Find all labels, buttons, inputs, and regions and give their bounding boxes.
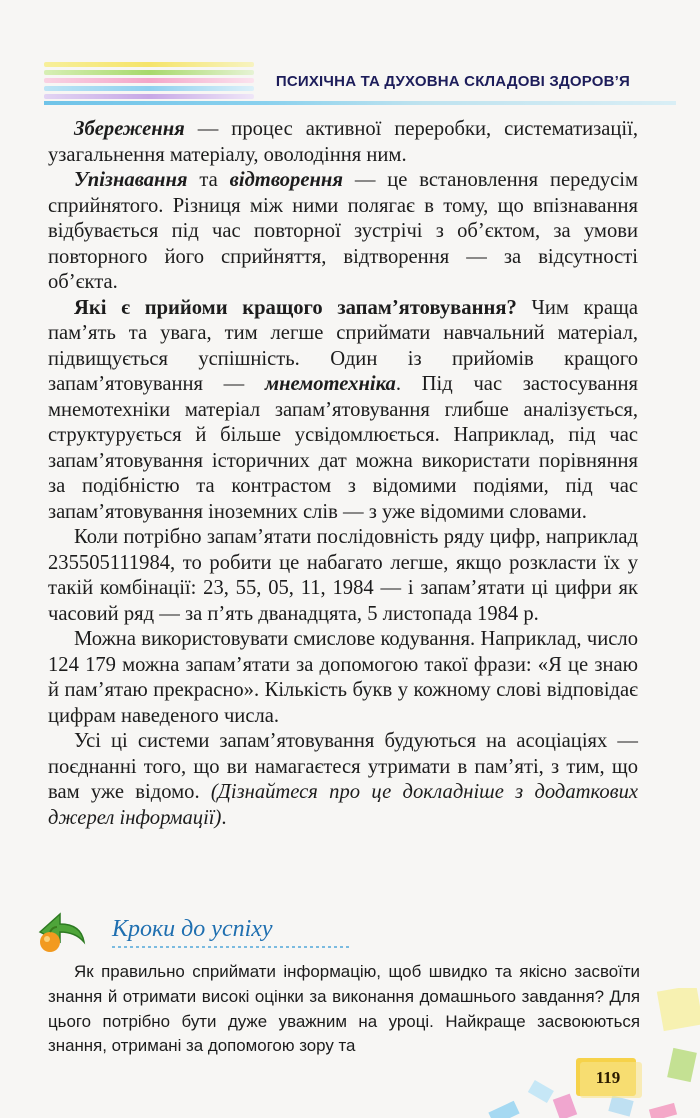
text-run: та: [187, 169, 230, 191]
text-run: Упізнавання: [74, 169, 188, 191]
steps-title: Кроки до успіху: [112, 916, 273, 942]
text-run: Чим краща пам’ять та увага, тим легше сприймати навчальний матеріал, підвищується успішність. Один із прийомів кращого запам’ятовування —: [48, 296, 638, 395]
text-run: . Під час застосування мнемотехніки матеріал запам’ятовування глибше аналізується, структурується й більше усвідомлюється. Наприклад, під час запам’ятовування історичних дат можна використати порівняння за подібністю та контрастом з відомими подіями, під час запам’ятовування іноземних слів — з уже відомими словами.: [48, 373, 639, 523]
arrow-apple-icon: [30, 906, 100, 956]
steps-paragraph: Як правильно сприймати інформацію, щоб швидко та якісно засвоїти знання й отримати високі оцінки за виконання домашнього завдання? Для цього потрібно бути дуже уважним на уроці. Найкраще засвоюються знання, отримані за допомогою зору та: [48, 962, 640, 1056]
text-run: Усі ці системи запам’ятовування будуються на асоціаціях — поєднанні того, що ви намагаєтеся утримати в пам’яті, з тим, що вам уже відомо.: [48, 730, 638, 803]
text-run: Які є прийоми кращого запам’ятовування?: [74, 296, 517, 319]
text-run: — процес активної переробки, систематизації, узагальнення матеріалу, оволодіння ним.: [48, 118, 638, 166]
text-run: (Дізнайтеся про це докладніше з додаткових джерел інформації): [48, 781, 639, 829]
text-run: .: [221, 806, 227, 829]
header-rule: [44, 101, 676, 105]
paragraph: [48, 168, 638, 296]
paragraph: [48, 729, 638, 831]
paragraph: [48, 525, 638, 627]
paragraph: [48, 296, 638, 526]
header-decorative-stripes: [44, 60, 254, 106]
text-run: — це встановлення передусім сприйнятого. Різниця між ними полягає в тому, що впізнавання відбувається під час повторної зустрічі з об’єктом, за умови повторного його сприйняття, відтворення — за відсутності об’єкта.: [48, 169, 638, 293]
text-run: мнемотехніка: [264, 373, 396, 395]
text-run: Можна використовувати смислове кодування. Наприклад, число 124 179 можна запам’ятати за допомогою такої фрази: «Я це знаю й пам’ятаю прекрасно». Кількість букв у кожному слові відповідає цифрам наведеного числа.: [48, 628, 638, 727]
steps-underline: [112, 946, 352, 948]
running-header: ПСИХІЧНА ТА ДУХОВНА СКЛАДОВІ ЗДОРОВ’Я: [275, 73, 630, 90]
main-text: [48, 117, 638, 831]
paragraph: [48, 627, 638, 729]
text-run: Збереження: [74, 118, 185, 140]
text-run: відтворення: [229, 169, 343, 191]
steps-to-success-heading: [30, 906, 430, 956]
page-number: 119: [595, 1068, 621, 1087]
paragraph: [48, 117, 638, 168]
text-run: Коли потрібно запам’ятати послідовність ряду цифр, наприклад 235505111984, то робити це набагато легше, якщо розкласти їх у такій комбінації: 23, 55, 05, 11, 1984 — і запам’ятати ці цифри як часовий ряд — за п’ять дванадцята, 5 листопада 1984 р.: [48, 526, 638, 625]
